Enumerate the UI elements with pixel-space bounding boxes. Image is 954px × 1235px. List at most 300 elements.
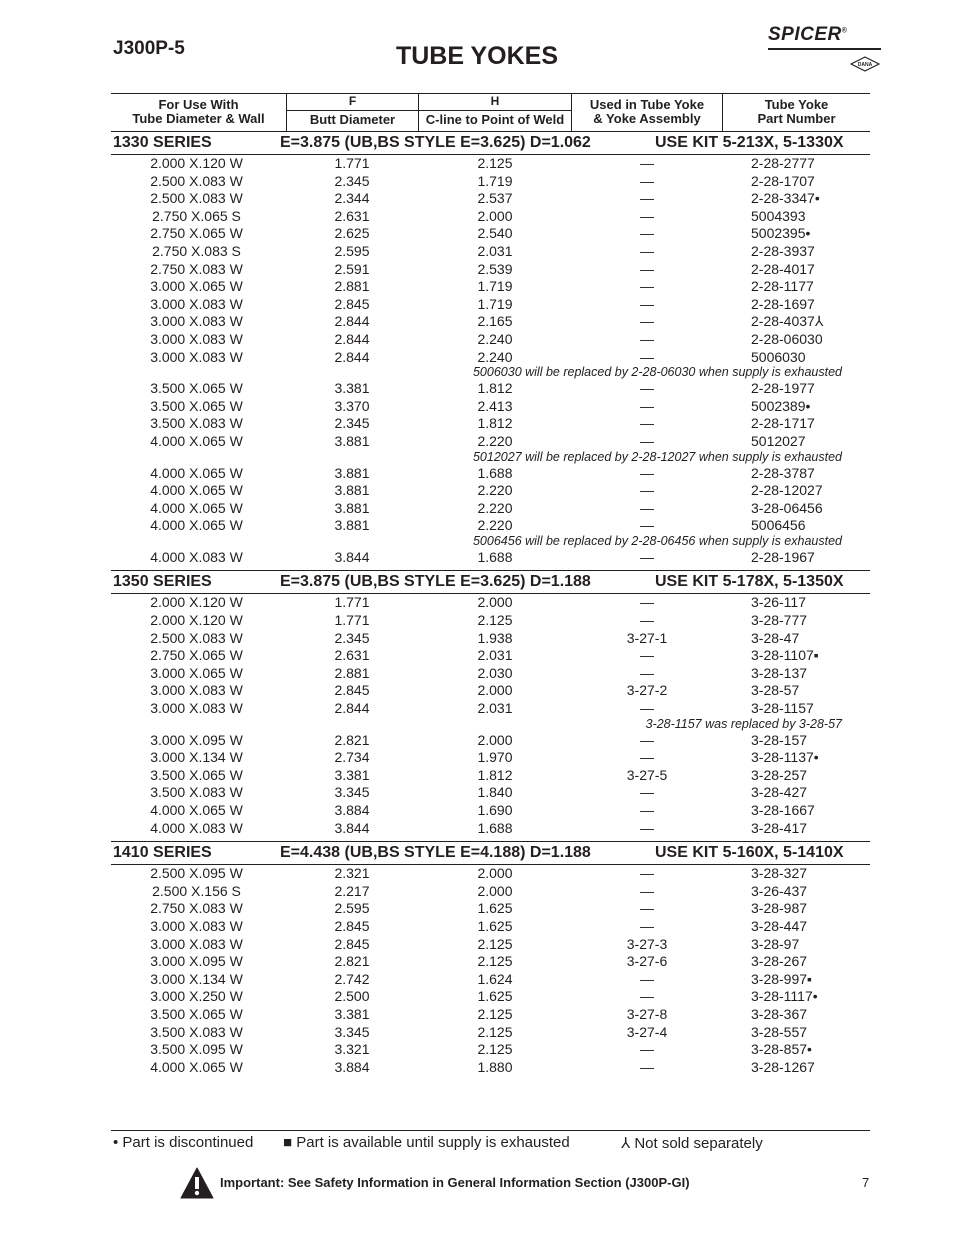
tube-yokes-table: [111, 93, 870, 1080]
assembly-cell: —: [640, 700, 654, 717]
note-text: 5012027 will be replaced by 2-28-12027 when supply is exhausted: [472, 449, 842, 464]
cline-weld-cell: 2.125: [477, 612, 513, 629]
table-row: [111, 155, 870, 173]
cline-weld-cell: 2.000: [477, 731, 513, 748]
table-row: [111, 612, 870, 630]
assembly-cell: —: [640, 970, 654, 987]
table-row: [111, 225, 870, 243]
part-number-cell: 3-28-1267: [751, 1058, 815, 1075]
tube-size-cell: 2.750 X.083 W: [150, 900, 243, 917]
table-row: [111, 349, 870, 367]
butt-diameter-cell: 3.381: [334, 766, 370, 783]
table-row: [111, 732, 870, 750]
butt-diameter-cell: 2.881: [334, 278, 370, 295]
assembly-cell: —: [640, 464, 654, 481]
table-body: [111, 132, 870, 1080]
cline-weld-cell: 2.539: [477, 260, 513, 277]
replacement-note: [111, 451, 870, 465]
part-number-cell: 2-28-3937: [751, 242, 815, 259]
table-row: [111, 647, 870, 665]
tube-size-cell: 3.000 X.250 W: [150, 988, 243, 1005]
part-number-cell: 2-28-06030: [751, 330, 823, 347]
footer: [0, 1165, 954, 1205]
tube-size-cell: 3.500 X.065 W: [150, 766, 243, 783]
tube-size-cell: 2.000 X.120 W: [150, 155, 243, 171]
cline-weld-cell: 2.220: [477, 432, 513, 449]
cline-weld-cell: 2.031: [477, 242, 513, 259]
assembly-cell: —: [640, 172, 654, 189]
tube-size-cell: 3.500 X.065 W: [150, 397, 243, 414]
cline-weld-cell: 2.240: [477, 348, 513, 365]
table-row: [111, 261, 870, 279]
header-c2: Butt Diameter: [309, 112, 396, 127]
series-kit: USE KIT 5-178X, 5-1350X: [655, 573, 844, 591]
butt-diameter-cell: 2.217: [334, 882, 370, 899]
table-row: [111, 208, 870, 226]
registered-mark: ®: [841, 27, 848, 35]
table-row: [111, 278, 870, 296]
assembly-cell: —: [640, 242, 654, 259]
cline-weld-cell: 1.840: [477, 784, 513, 801]
cline-weld-cell: 1.719: [477, 172, 513, 189]
tube-size-cell: 2.750 X.065 W: [150, 647, 243, 664]
table-row: [111, 398, 870, 416]
tube-size-cell: 3.000 X.083 W: [150, 935, 243, 952]
legend: [111, 1130, 870, 1155]
part-number-cell: 3-28-777: [751, 612, 808, 629]
table-row: [111, 1041, 870, 1059]
dana-logo-text: DANA: [857, 62, 873, 68]
tube-size-cell: 3.000 X.083 W: [150, 700, 243, 717]
page-number: 7: [862, 1175, 870, 1190]
butt-diameter-cell: 2.844: [334, 700, 370, 717]
cline-weld-cell: 1.625: [477, 900, 513, 917]
doc-code: J300P-5: [113, 38, 185, 59]
tube-size-cell: 3.000 X.083 W: [150, 313, 243, 330]
tube-size-cell: 3.000 X.065 W: [150, 664, 243, 681]
part-number-cell: 2-28-3787: [751, 464, 815, 481]
tube-size-cell: 4.000 X.065 W: [150, 1058, 243, 1075]
table-row: [111, 482, 870, 500]
assembly-cell: —: [640, 225, 654, 242]
assembly-cell: 3-27-8: [626, 1005, 668, 1022]
safety-notice: Important: See Safety Information in General Information Section (J300P-GI): [220, 1175, 690, 1190]
header-c4-line1: Used in Tube Yoke: [589, 97, 705, 112]
butt-diameter-cell: 3.881: [334, 499, 370, 516]
replacement-note: [111, 366, 870, 380]
tube-size-cell: 3.000 X.134 W: [150, 749, 243, 766]
assembly-cell: —: [640, 295, 654, 312]
assembly-cell: —: [640, 749, 654, 766]
tube-size-cell: 2.500 X.083 W: [150, 172, 243, 189]
butt-diameter-cell: 2.844: [334, 330, 370, 347]
butt-diameter-cell: 2.631: [334, 207, 370, 224]
header-c3: C-line to Point of Weld: [425, 112, 565, 127]
cline-weld-cell: 2.413: [477, 397, 513, 414]
table-row: [111, 415, 870, 433]
table-row: [111, 517, 870, 535]
table-row: [111, 190, 870, 208]
part-number-cell: 3-28-987: [751, 900, 808, 917]
header-c1-line1: For Use With: [158, 97, 239, 112]
table-row: [111, 296, 870, 314]
part-number-cell: 5002389•: [751, 397, 811, 414]
part-number-cell: 3-28-1137•: [751, 749, 819, 766]
note-text: 5006456 will be replaced by 2-28-06456 when supply is exhausted: [472, 533, 842, 548]
header-c1-line2: Tube Diameter & Wall: [132, 111, 265, 126]
cline-weld-cell: 1.880: [477, 1058, 513, 1075]
cline-weld-cell: 2.125: [477, 1041, 513, 1058]
series-header: [111, 570, 870, 594]
cline-weld-cell: 1.719: [477, 295, 513, 312]
cline-weld-cell: 2.031: [477, 700, 513, 717]
tube-size-cell: 3.000 X.083 W: [150, 330, 243, 347]
assembly-cell: 3-27-3: [626, 935, 668, 952]
header-cline-weld: [419, 94, 571, 131]
series-header: [111, 841, 870, 865]
table-row: [111, 630, 870, 648]
legend-discontinued: • Part is discontinued: [113, 1134, 254, 1151]
table-row: [111, 700, 870, 718]
part-number-cell: 3-28-57: [751, 682, 800, 699]
note-text: 3-28-1157 was replaced by 3-28-57: [645, 716, 842, 731]
table-row: [111, 1006, 870, 1024]
logo-rule: [768, 48, 881, 50]
assembly-cell: —: [640, 155, 654, 171]
butt-diameter-cell: 2.845: [334, 935, 370, 952]
part-number-cell: 5012027: [751, 432, 806, 449]
table-row: [111, 380, 870, 398]
cline-weld-cell: 2.537: [477, 190, 513, 207]
part-number-cell: 5004393: [751, 207, 806, 224]
part-number-cell: 3-28-1157: [751, 700, 814, 717]
header-c5-line2: Part Number: [757, 111, 836, 126]
butt-diameter-cell: 2.821: [334, 731, 370, 748]
butt-diameter-cell: 2.625: [334, 225, 370, 242]
part-number-cell: 3-28-06456: [751, 499, 823, 516]
tube-size-cell: 3.000 X.095 W: [150, 731, 243, 748]
series-spec: E=3.875 (UB,BS STYLE E=3.625) D=1.062: [280, 134, 591, 151]
tube-size-cell: 2.500 X.083 W: [150, 190, 243, 207]
assembly-cell: —: [640, 330, 654, 347]
assembly-cell: —: [640, 1058, 654, 1075]
part-number-cell: 2-28-4037⅄: [751, 313, 824, 330]
part-number-cell: 3-28-857•: [751, 1041, 812, 1058]
assembly-cell: —: [640, 517, 654, 534]
cline-weld-cell: 1.812: [477, 766, 513, 783]
cline-weld-cell: 2.220: [477, 517, 513, 534]
series-header: [111, 132, 870, 155]
header-butt-diameter: [287, 94, 418, 131]
cline-weld-cell: 2.000: [477, 594, 513, 611]
butt-diameter-cell: 3.345: [334, 784, 370, 801]
part-number-cell: 3-28-257: [751, 766, 808, 783]
tube-size-cell: 2.000 X.120 W: [150, 612, 243, 629]
butt-diameter-cell: 2.845: [334, 917, 370, 934]
part-number-cell: 3-28-1117•: [751, 988, 818, 1005]
butt-diameter-cell: 3.884: [334, 1058, 370, 1075]
part-number-cell: 3-28-157: [751, 731, 808, 748]
butt-diameter-cell: 2.344: [334, 190, 370, 207]
series-name: 1330 SERIES: [113, 134, 212, 151]
assembly-cell: —: [640, 190, 654, 207]
cline-weld-cell: 1.688: [477, 548, 513, 565]
part-number-cell: 2-28-2777: [751, 155, 815, 171]
series-spec: E=4.438 (UB,BS STYLE E=4.188) D=1.188: [280, 844, 591, 862]
legend-supply: ■ Part is available until supply is exhausted: [283, 1134, 570, 1151]
assembly-cell: 3-27-1: [626, 629, 668, 646]
assembly-cell: —: [640, 1041, 654, 1058]
tube-size-cell: 4.000 X.065 W: [150, 499, 243, 516]
tube-size-cell: 3.500 X.083 W: [150, 415, 243, 432]
assembly-cell: —: [640, 612, 654, 629]
butt-diameter-cell: 2.345: [334, 172, 370, 189]
assembly-cell: —: [640, 865, 654, 882]
tube-size-cell: 2.750 X.083 W: [150, 260, 243, 277]
series-kit: USE KIT 5-160X, 5-1410X: [655, 844, 844, 862]
part-number-cell: 3-26-117: [751, 594, 807, 611]
assembly-cell: —: [640, 499, 654, 516]
header-tube-diameter: [111, 94, 286, 135]
cline-weld-cell: 2.240: [477, 330, 513, 347]
tube-size-cell: 4.000 X.065 W: [150, 517, 243, 534]
butt-diameter-cell: 2.345: [334, 629, 370, 646]
dana-logo-icon: [850, 56, 880, 72]
tube-size-cell: 3.500 X.095 W: [150, 1041, 243, 1058]
table-row: [111, 682, 870, 700]
table-row: [111, 331, 870, 349]
cline-weld-cell: 1.625: [477, 988, 513, 1005]
cline-weld-cell: 2.220: [477, 499, 513, 516]
assembly-cell: —: [640, 664, 654, 681]
tube-size-cell: 2.750 X.065 S: [152, 207, 241, 224]
cline-weld-cell: 1.812: [477, 380, 513, 397]
part-number-cell: 3-28-267: [751, 953, 808, 970]
butt-diameter-cell: 2.742: [334, 970, 370, 987]
assembly-cell: —: [640, 482, 654, 499]
part-number-cell: 2-28-1717: [751, 415, 815, 432]
tube-size-cell: 3.000 X.083 W: [150, 295, 243, 312]
part-number-cell: 3-26-437: [751, 882, 808, 899]
cline-weld-cell: 2.125: [477, 953, 513, 970]
assembly-cell: 3-27-6: [626, 953, 668, 970]
tube-size-cell: 2.750 X.065 W: [150, 225, 243, 242]
tube-size-cell: 3.000 X.083 W: [150, 348, 243, 365]
part-number-cell: 3-28-1107▪: [751, 647, 819, 664]
butt-diameter-cell: 3.881: [334, 517, 370, 534]
butt-diameter-cell: 2.595: [334, 900, 370, 917]
page-title: TUBE YOKES: [395, 42, 559, 70]
tube-size-cell: 3.000 X.065 W: [150, 278, 243, 295]
table-row: [111, 1024, 870, 1042]
part-number-cell: 2-28-4017: [751, 260, 815, 277]
part-number-cell: 3-28-557: [751, 1023, 808, 1040]
tube-size-cell: 2.750 X.083 S: [152, 242, 241, 259]
tube-size-cell: 3.500 X.065 W: [150, 380, 243, 397]
table-row: [111, 465, 870, 483]
part-number-cell: 2-28-1707: [751, 172, 815, 189]
assembly-cell: —: [640, 819, 654, 836]
cline-weld-cell: 1.812: [477, 415, 513, 432]
table-row: [111, 665, 870, 683]
tube-size-cell: 3.500 X.083 W: [150, 1023, 243, 1040]
assembly-cell: —: [640, 278, 654, 295]
cline-weld-cell: 2.000: [477, 207, 513, 224]
tube-size-cell: 3.500 X.083 W: [150, 784, 243, 801]
assembly-cell: 3-27-2: [626, 682, 668, 699]
tube-size-cell: 2.500 X.083 W: [150, 629, 243, 646]
tube-size-cell: 4.000 X.065 W: [150, 802, 243, 818]
tube-size-cell: 4.000 X.065 W: [150, 432, 243, 449]
header-part-number: [723, 94, 870, 135]
header-f: F: [287, 94, 418, 111]
cline-weld-cell: 2.540: [477, 225, 513, 242]
tube-size-cell: 3.000 X.083 W: [150, 917, 243, 934]
part-number-cell: 3-28-47: [751, 629, 800, 646]
butt-diameter-cell: 3.881: [334, 432, 370, 449]
cline-weld-cell: 2.030: [477, 664, 513, 681]
assembly-cell: 3-27-4: [626, 1023, 668, 1040]
table-row: [111, 953, 870, 971]
assembly-cell: —: [640, 802, 654, 818]
butt-diameter-cell: 3.884: [334, 802, 370, 818]
tube-size-cell: 3.500 X.065 W: [150, 1005, 243, 1022]
butt-diameter-cell: 3.844: [334, 819, 370, 836]
tube-size-cell: 3.000 X.095 W: [150, 953, 243, 970]
table-row: [111, 988, 870, 1006]
part-number-cell: 2-28-12027: [751, 482, 823, 499]
butt-diameter-cell: 3.321: [334, 1041, 370, 1058]
tube-size-cell: 4.000 X.083 W: [150, 819, 243, 836]
butt-diameter-cell: 1.771: [334, 612, 370, 629]
butt-diameter-cell: 3.370: [334, 397, 370, 414]
table-row: [111, 865, 870, 883]
butt-diameter-cell: 3.881: [334, 482, 370, 499]
cline-weld-cell: 1.625: [477, 917, 513, 934]
assembly-cell: —: [640, 548, 654, 565]
tube-size-cell: 2.000 X.120 W: [150, 594, 243, 611]
part-number-cell: 3-28-417: [751, 819, 808, 836]
assembly-cell: —: [640, 207, 654, 224]
butt-diameter-cell: 2.844: [334, 313, 370, 330]
assembly-cell: —: [640, 397, 654, 414]
cline-weld-cell: 2.125: [477, 155, 513, 171]
tube-size-cell: 4.000 X.065 W: [150, 464, 243, 481]
part-number-cell: 3-28-427: [751, 784, 808, 801]
header-c4-line2: & Yoke Assembly: [593, 111, 701, 126]
cline-weld-cell: 1.688: [477, 464, 513, 481]
assembly-cell: —: [640, 647, 654, 664]
part-number-cell: 3-28-367: [751, 1005, 808, 1022]
butt-diameter-cell: 2.500: [334, 988, 370, 1005]
part-number-cell: 3-28-137: [751, 664, 808, 681]
assembly-cell: —: [640, 900, 654, 917]
butt-diameter-cell: 2.345: [334, 415, 370, 432]
table-row: [111, 313, 870, 331]
part-number-cell: 3-28-1667: [751, 802, 815, 818]
replacement-note: [111, 535, 870, 549]
tube-size-cell: 3.000 X.083 W: [150, 682, 243, 699]
part-number-cell: 3-28-327: [751, 865, 808, 882]
assembly-cell: —: [640, 988, 654, 1005]
assembly-cell: —: [640, 415, 654, 432]
butt-diameter-cell: 3.381: [334, 1005, 370, 1022]
cline-weld-cell: 2.031: [477, 647, 513, 664]
assembly-cell: —: [640, 380, 654, 397]
assembly-cell: —: [640, 917, 654, 934]
cline-weld-cell: 2.000: [477, 865, 513, 882]
part-number-cell: 3-28-97: [751, 935, 800, 952]
butt-diameter-cell: 2.734: [334, 749, 370, 766]
table-row: [111, 820, 870, 838]
part-number-cell: 2-28-1967: [751, 548, 815, 565]
assembly-cell: —: [640, 260, 654, 277]
butt-diameter-cell: 3.881: [334, 464, 370, 481]
table-row: [111, 749, 870, 767]
replacement-note: [111, 718, 870, 732]
butt-diameter-cell: 1.771: [334, 594, 370, 611]
cline-weld-cell: 2.220: [477, 482, 513, 499]
part-number-cell: 2-28-1977: [751, 380, 815, 397]
butt-diameter-cell: 1.771: [334, 155, 370, 171]
section-spacer: [111, 1076, 870, 1080]
table-row: [111, 802, 870, 820]
assembly-cell: —: [640, 348, 654, 365]
assembly-cell: —: [640, 594, 654, 611]
butt-diameter-cell: 3.844: [334, 548, 370, 565]
spicer-logo: [768, 24, 883, 76]
table-row: [111, 594, 870, 612]
assembly-cell: —: [640, 313, 654, 330]
butt-diameter-cell: 2.821: [334, 953, 370, 970]
table-row: [111, 784, 870, 802]
table-row: [111, 433, 870, 451]
table-row: [111, 767, 870, 785]
part-number-cell: 3-28-447: [751, 917, 808, 934]
legend-not-sold: ⅄ Not sold separately: [621, 1135, 763, 1152]
butt-diameter-cell: 2.844: [334, 348, 370, 365]
header-assembly: [572, 94, 722, 135]
header-c5-line1: Tube Yoke: [764, 97, 829, 112]
table-row: [111, 883, 870, 901]
butt-diameter-cell: 2.595: [334, 242, 370, 259]
brand-name: SPICER: [768, 24, 842, 45]
cline-weld-cell: 2.000: [477, 682, 513, 699]
butt-diameter-cell: 2.881: [334, 664, 370, 681]
cline-weld-cell: 1.970: [477, 749, 513, 766]
table-row: [111, 243, 870, 261]
cline-weld-cell: 2.125: [477, 1005, 513, 1022]
cline-weld-cell: 2.125: [477, 935, 513, 952]
part-number-cell: 2-28-3347•: [751, 190, 820, 207]
cline-weld-cell: 1.938: [477, 629, 513, 646]
butt-diameter-cell: 3.345: [334, 1023, 370, 1040]
table-header: [111, 93, 870, 132]
part-number-cell: 5006456: [751, 517, 806, 534]
cline-weld-cell: 1.690: [477, 802, 513, 818]
assembly-cell: —: [640, 784, 654, 801]
butt-diameter-cell: 3.381: [334, 380, 370, 397]
note-text: 5006030 will be replaced by 2-28-06030 when supply is exhausted: [472, 365, 842, 380]
part-number-cell: 5006030: [751, 348, 806, 365]
tube-size-cell: 4.000 X.083 W: [150, 548, 243, 565]
part-number-cell: 5002395•: [751, 225, 811, 242]
table-row: [111, 1059, 870, 1077]
cline-weld-cell: 1.624: [477, 970, 513, 987]
cline-weld-cell: 2.000: [477, 882, 513, 899]
series-kit: USE KIT 5-213X, 5-1330X: [655, 134, 844, 151]
table-row: [111, 971, 870, 989]
